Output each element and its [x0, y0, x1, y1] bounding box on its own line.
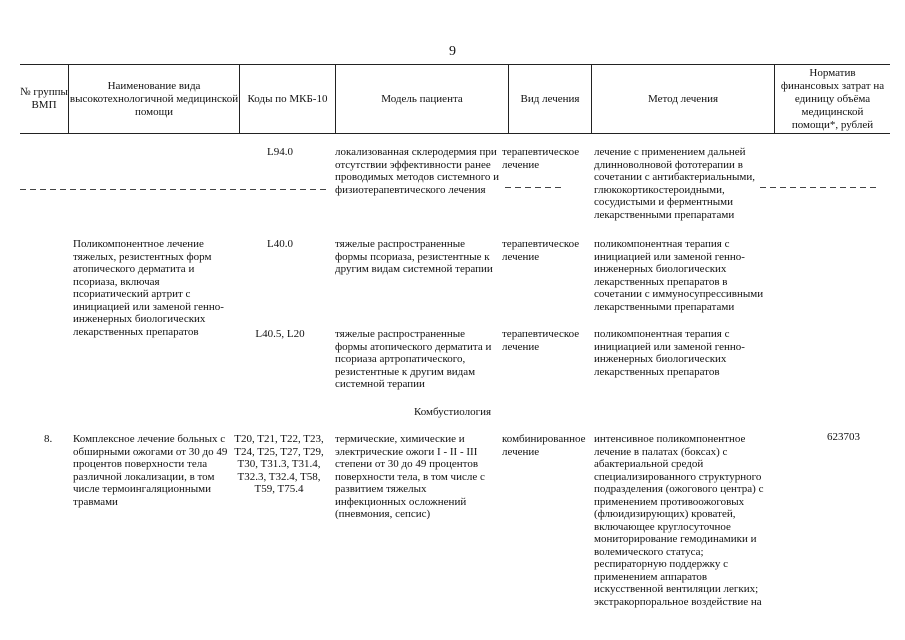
name-cell: Комплексное лечение больных с обширными ожогами от 30 до 49 процентов поверхности тела различной локализации, в том числе термоингаляционными травмами: [73, 433, 228, 508]
codes-cell: L94.0: [267, 146, 293, 158]
model-cell: тяжелые распространенные формы атопического дерматита и псориаза артропатического, резистентные к другим видам системной терапии: [335, 328, 492, 390]
type-cell: терапевтическое лечение: [502, 146, 580, 171]
type-cell: терапевтическое лечение: [502, 328, 580, 353]
group-number: 8.: [44, 433, 53, 445]
method-cell: интенсивное поликомпонентное лечение в палатах (боксах) с абактериальной средой специализированного структурного подразделения (ожогового центра) с применением противоожоговых (флюидизирующих) кроватей, включающее круглосуточное мониторирование гемодинамики и волемического статуса; респираторную поддержку с применением аппаратов искусственной вентиляции легких; экстракорпоральное воздействие на: [594, 433, 764, 608]
method-cell: поликомпонентная терапия с инициацией или заменой генно-инженерных биологических лекарственных препаратов: [594, 328, 745, 378]
header-codes: Коды по МКБ-10: [247, 92, 328, 105]
page-number: 9: [449, 44, 456, 59]
codes-cell: L40.0: [267, 238, 293, 250]
table-header: [20, 64, 890, 134]
header-norm: Норматив финансовых затрат на единицу объёма медицинской помощи*, рублей: [780, 66, 885, 131]
model-cell: локализованная склеродермия при отсутствии эффективности ранее проводимых методов системного и физиотерапевтического лечения: [335, 146, 500, 196]
name-cell: Поликомпонентное лечение тяжелых, резистентных форм атопического дерматита и псориаза, включая псориатический артрит с инициацией или заменой генно-инженерных биологических лекарственных препаратов: [73, 238, 224, 338]
type-cell: комбинированное лечение: [502, 433, 586, 458]
scan-dash-artifact: [505, 187, 565, 188]
header-name: Наименование вида высокотехнологичной медицинской помощи: [69, 79, 239, 118]
section-title: Комбустиология: [413, 406, 492, 418]
header-treatment-type: Вид лечения: [520, 92, 580, 105]
method-cell: поликомпонентная терапия с инициацией или заменой генно-инженерных биологических лекарственных препаратов в сочетании с иммуносупрессивными лекарственными препаратами: [594, 238, 764, 313]
model-cell: тяжелые распространенные формы псориаза, резистентные к другим видам системной терапии: [335, 238, 493, 275]
header-model: Модель пациента: [381, 92, 463, 105]
scan-dash-artifact: [20, 189, 330, 190]
header-group: № группы ВМП: [20, 86, 68, 111]
method-cell: лечение с применением дальней длинноволновой фототерапии в сочетании с антибактериальными, глюкокортикостероидными, сосудистыми и ферментными лекарственными препаратами: [594, 146, 755, 221]
codes-cell: T20, T21, T22, T23, T24, T25, T27, T29, T30, T31.3, T31.4, T32.3, T32.4, T58, T59, T75.4: [234, 433, 324, 495]
model-cell: термические, химические и электрические ожоги I - II - III степени от 30 до 49 процентов поверхности тела, в том числе с развитием тяжелых инфекционных осложнений (пневмония, сепсис): [335, 433, 485, 520]
scan-dash-artifact: [760, 187, 880, 188]
codes-cell: L40.5, L20: [255, 328, 305, 340]
header-method: Метод лечения: [647, 92, 719, 105]
norm-cell: 623703: [827, 431, 860, 443]
type-cell: терапевтическое лечение: [502, 238, 580, 263]
